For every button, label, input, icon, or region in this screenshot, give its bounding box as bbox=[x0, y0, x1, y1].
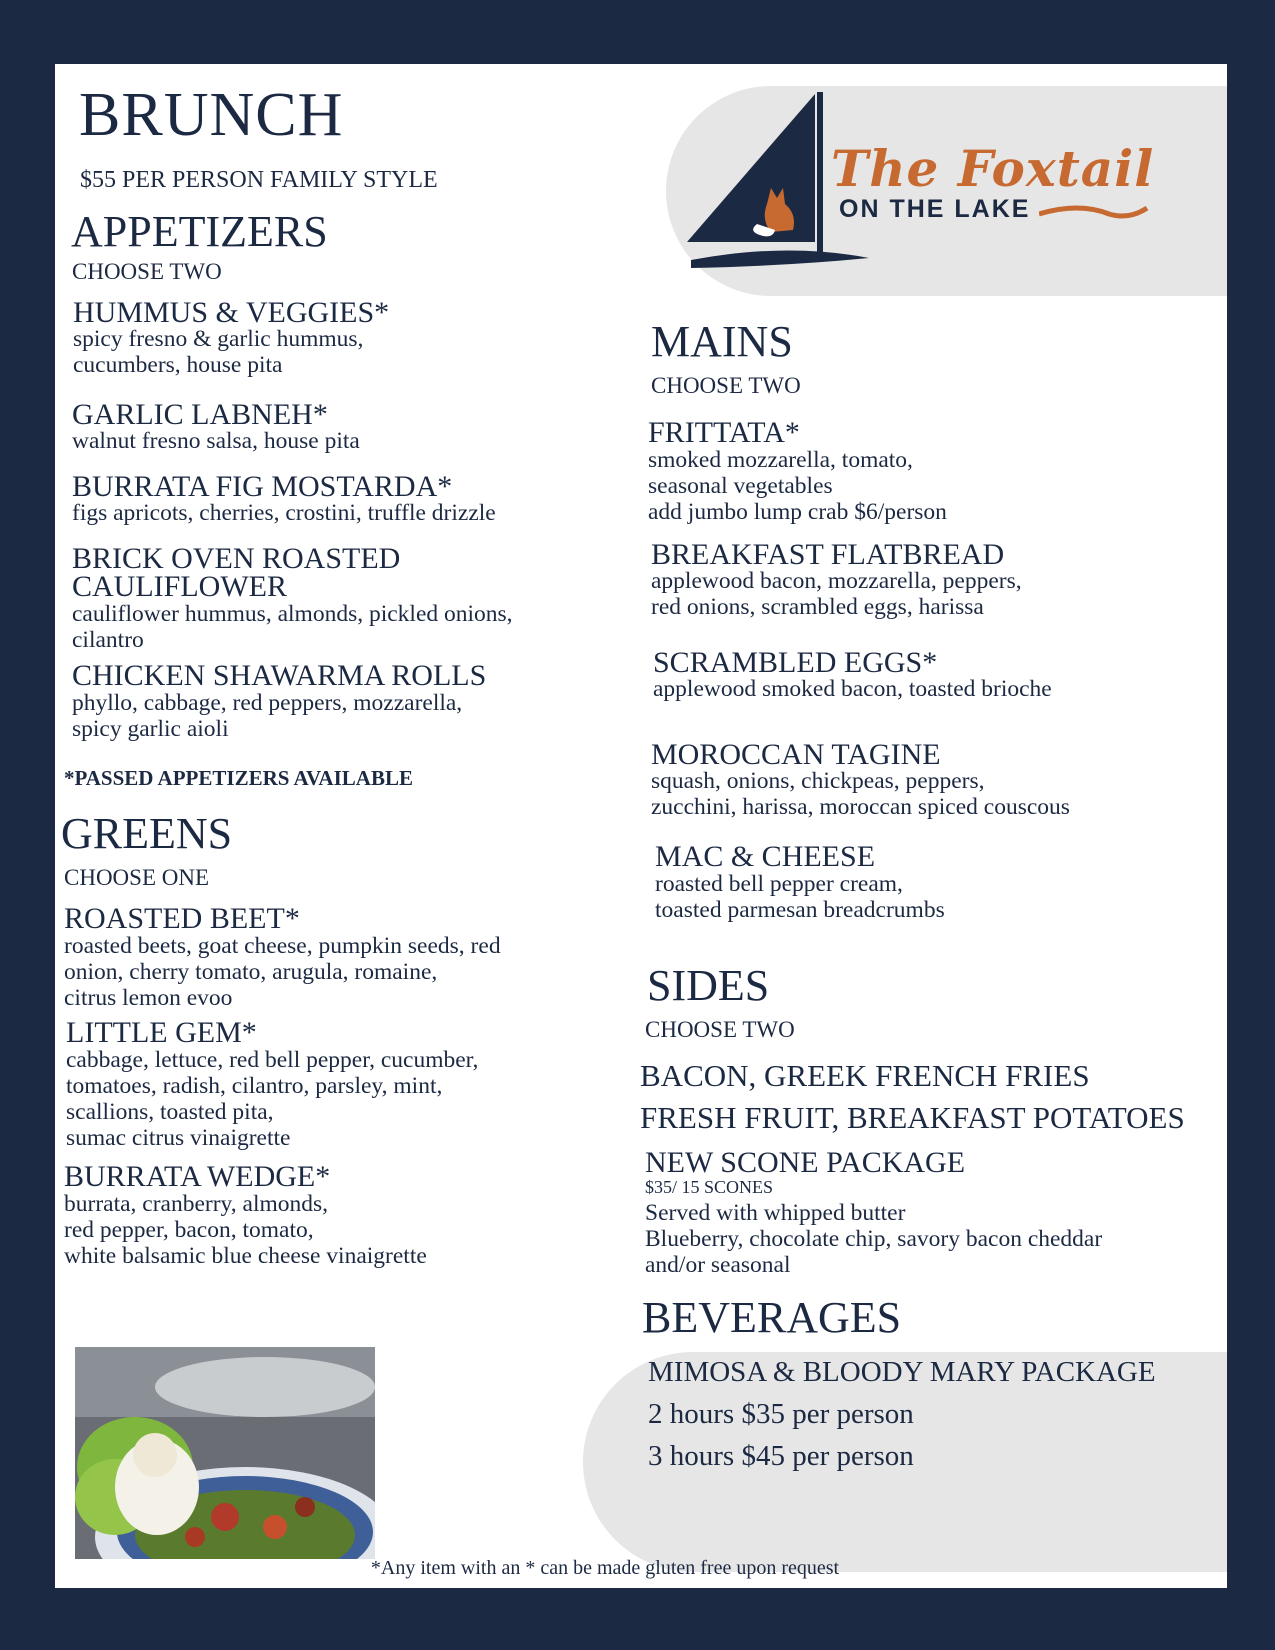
greens-item-name: LITTLE GEM* bbox=[66, 1016, 257, 1049]
greens-item-desc: roasted beets, goat cheese, pumpkin seeds, red onion, cherry tomato, arugula, romaine, citrus lemon evoo bbox=[64, 933, 501, 1011]
main-item-name: FRITTATA* bbox=[648, 416, 800, 449]
sides-choose: CHOOSE TWO bbox=[645, 1017, 795, 1042]
mains-choose: CHOOSE TWO bbox=[651, 373, 801, 398]
sides-heading: SIDES bbox=[647, 961, 770, 1010]
burrata-salad-photo bbox=[75, 1347, 375, 1559]
greens-item-name: BURRATA WEDGE* bbox=[64, 1160, 331, 1193]
logo-wordmark: The Foxtail bbox=[831, 139, 1155, 198]
beverage-package-name: MIMOSA & BLOODY MARY PACKAGE bbox=[648, 1356, 1156, 1388]
appetizer-desc: phyllo, cabbage, red peppers, mozzarella, spicy garlic aioli bbox=[72, 690, 463, 742]
mains-heading: MAINS bbox=[651, 317, 793, 366]
greens-item-desc: cabbage, lettuce, red bell pepper, cucumber, tomatoes, radish, cilantro, parsley, mint, scallions, toasted pita, sumac citrus vinaigrette bbox=[66, 1047, 479, 1151]
main-item-name: SCRAMBLED EGGS* bbox=[653, 646, 938, 679]
appetizers-heading: APPETIZERS bbox=[71, 207, 328, 256]
appetizer-name: BRICK OVEN ROASTED bbox=[72, 542, 401, 575]
beverages-heading: BEVERAGES bbox=[642, 1293, 902, 1342]
scone-package-desc: Served with whipped butter Blueberry, chocolate chip, savory bacon cheddar and/or seasonal bbox=[645, 1200, 1103, 1278]
beverage-option: 3 hours $45 per person bbox=[648, 1440, 914, 1472]
main-item-desc: squash, onions, chickpeas, peppers, zucchini, harissa, moroccan spiced couscous bbox=[651, 768, 1070, 820]
appetizer-name: HUMMUS & VEGGIES* bbox=[73, 296, 390, 329]
greens-choose: CHOOSE ONE bbox=[64, 865, 210, 890]
appetizer-name-line2: CAULIFLOWER bbox=[72, 570, 287, 603]
page-title: BRUNCH bbox=[79, 81, 344, 149]
greens-item-desc: burrata, cranberry, almonds, red pepper, bacon, tomato, white balsamic blue cheese vinaigrette bbox=[64, 1191, 427, 1269]
appetizers-choose: CHOOSE TWO bbox=[72, 259, 222, 284]
menu-page bbox=[55, 64, 1227, 1588]
main-item-desc: roasted bell pepper cream, toasted parmesan breadcrumbs bbox=[655, 871, 945, 923]
sides-line-1: BACON, GREEK FRENCH FRIES bbox=[640, 1058, 1090, 1093]
scone-package-title: NEW SCONE PACKAGE bbox=[645, 1146, 966, 1179]
logo-tagline: ON THE LAKE bbox=[839, 195, 1031, 223]
greens-heading: GREENS bbox=[61, 809, 233, 858]
main-item-name: BREAKFAST FLATBREAD bbox=[651, 538, 1005, 571]
beverage-option: 2 hours $35 per person bbox=[648, 1398, 914, 1430]
main-item-name: MOROCCAN TAGINE bbox=[651, 738, 941, 771]
main-item-desc: applewood smoked bacon, toasted brioche bbox=[653, 676, 1052, 702]
appetizer-name: BURRATA FIG MOSTARDA* bbox=[72, 470, 453, 503]
appetizer-desc: cauliflower hummus, almonds, pickled onions, cilantro bbox=[72, 601, 513, 653]
gluten-free-footnote: *Any item with an * can be made gluten free upon request bbox=[370, 1557, 840, 1579]
main-item-desc: applewood bacon, mozzarella, peppers, red onions, scrambled eggs, harissa bbox=[651, 568, 1022, 620]
appetizer-name: CHICKEN SHAWARMA ROLLS bbox=[72, 659, 487, 692]
main-item-desc: smoked mozzarella, tomato, seasonal vegetables add jumbo lump crab $6/person bbox=[648, 447, 947, 525]
appetizer-desc: figs apricots, cherries, crostini, truffle drizzle bbox=[72, 500, 496, 526]
appetizer-desc: walnut fresno salsa, house pita bbox=[72, 428, 360, 454]
logo-swoosh-icon bbox=[1039, 200, 1149, 222]
price-line: $55 PER PERSON FAMILY STYLE bbox=[80, 167, 438, 193]
appetizer-desc: spicy fresno & garlic hummus, cucumbers, house pita bbox=[73, 326, 364, 378]
passed-appetizers-note: *PASSED APPETIZERS AVAILABLE bbox=[64, 766, 413, 790]
appetizer-name: GARLIC LABNEH* bbox=[72, 398, 328, 431]
sides-line-2: FRESH FRUIT, BREAKFAST POTATOES bbox=[640, 1100, 1185, 1135]
greens-item-name: ROASTED BEET* bbox=[64, 902, 300, 935]
scone-package-price: $35/ 15 SCONES bbox=[645, 1177, 774, 1197]
main-item-name: MAC & CHEESE bbox=[655, 840, 876, 873]
